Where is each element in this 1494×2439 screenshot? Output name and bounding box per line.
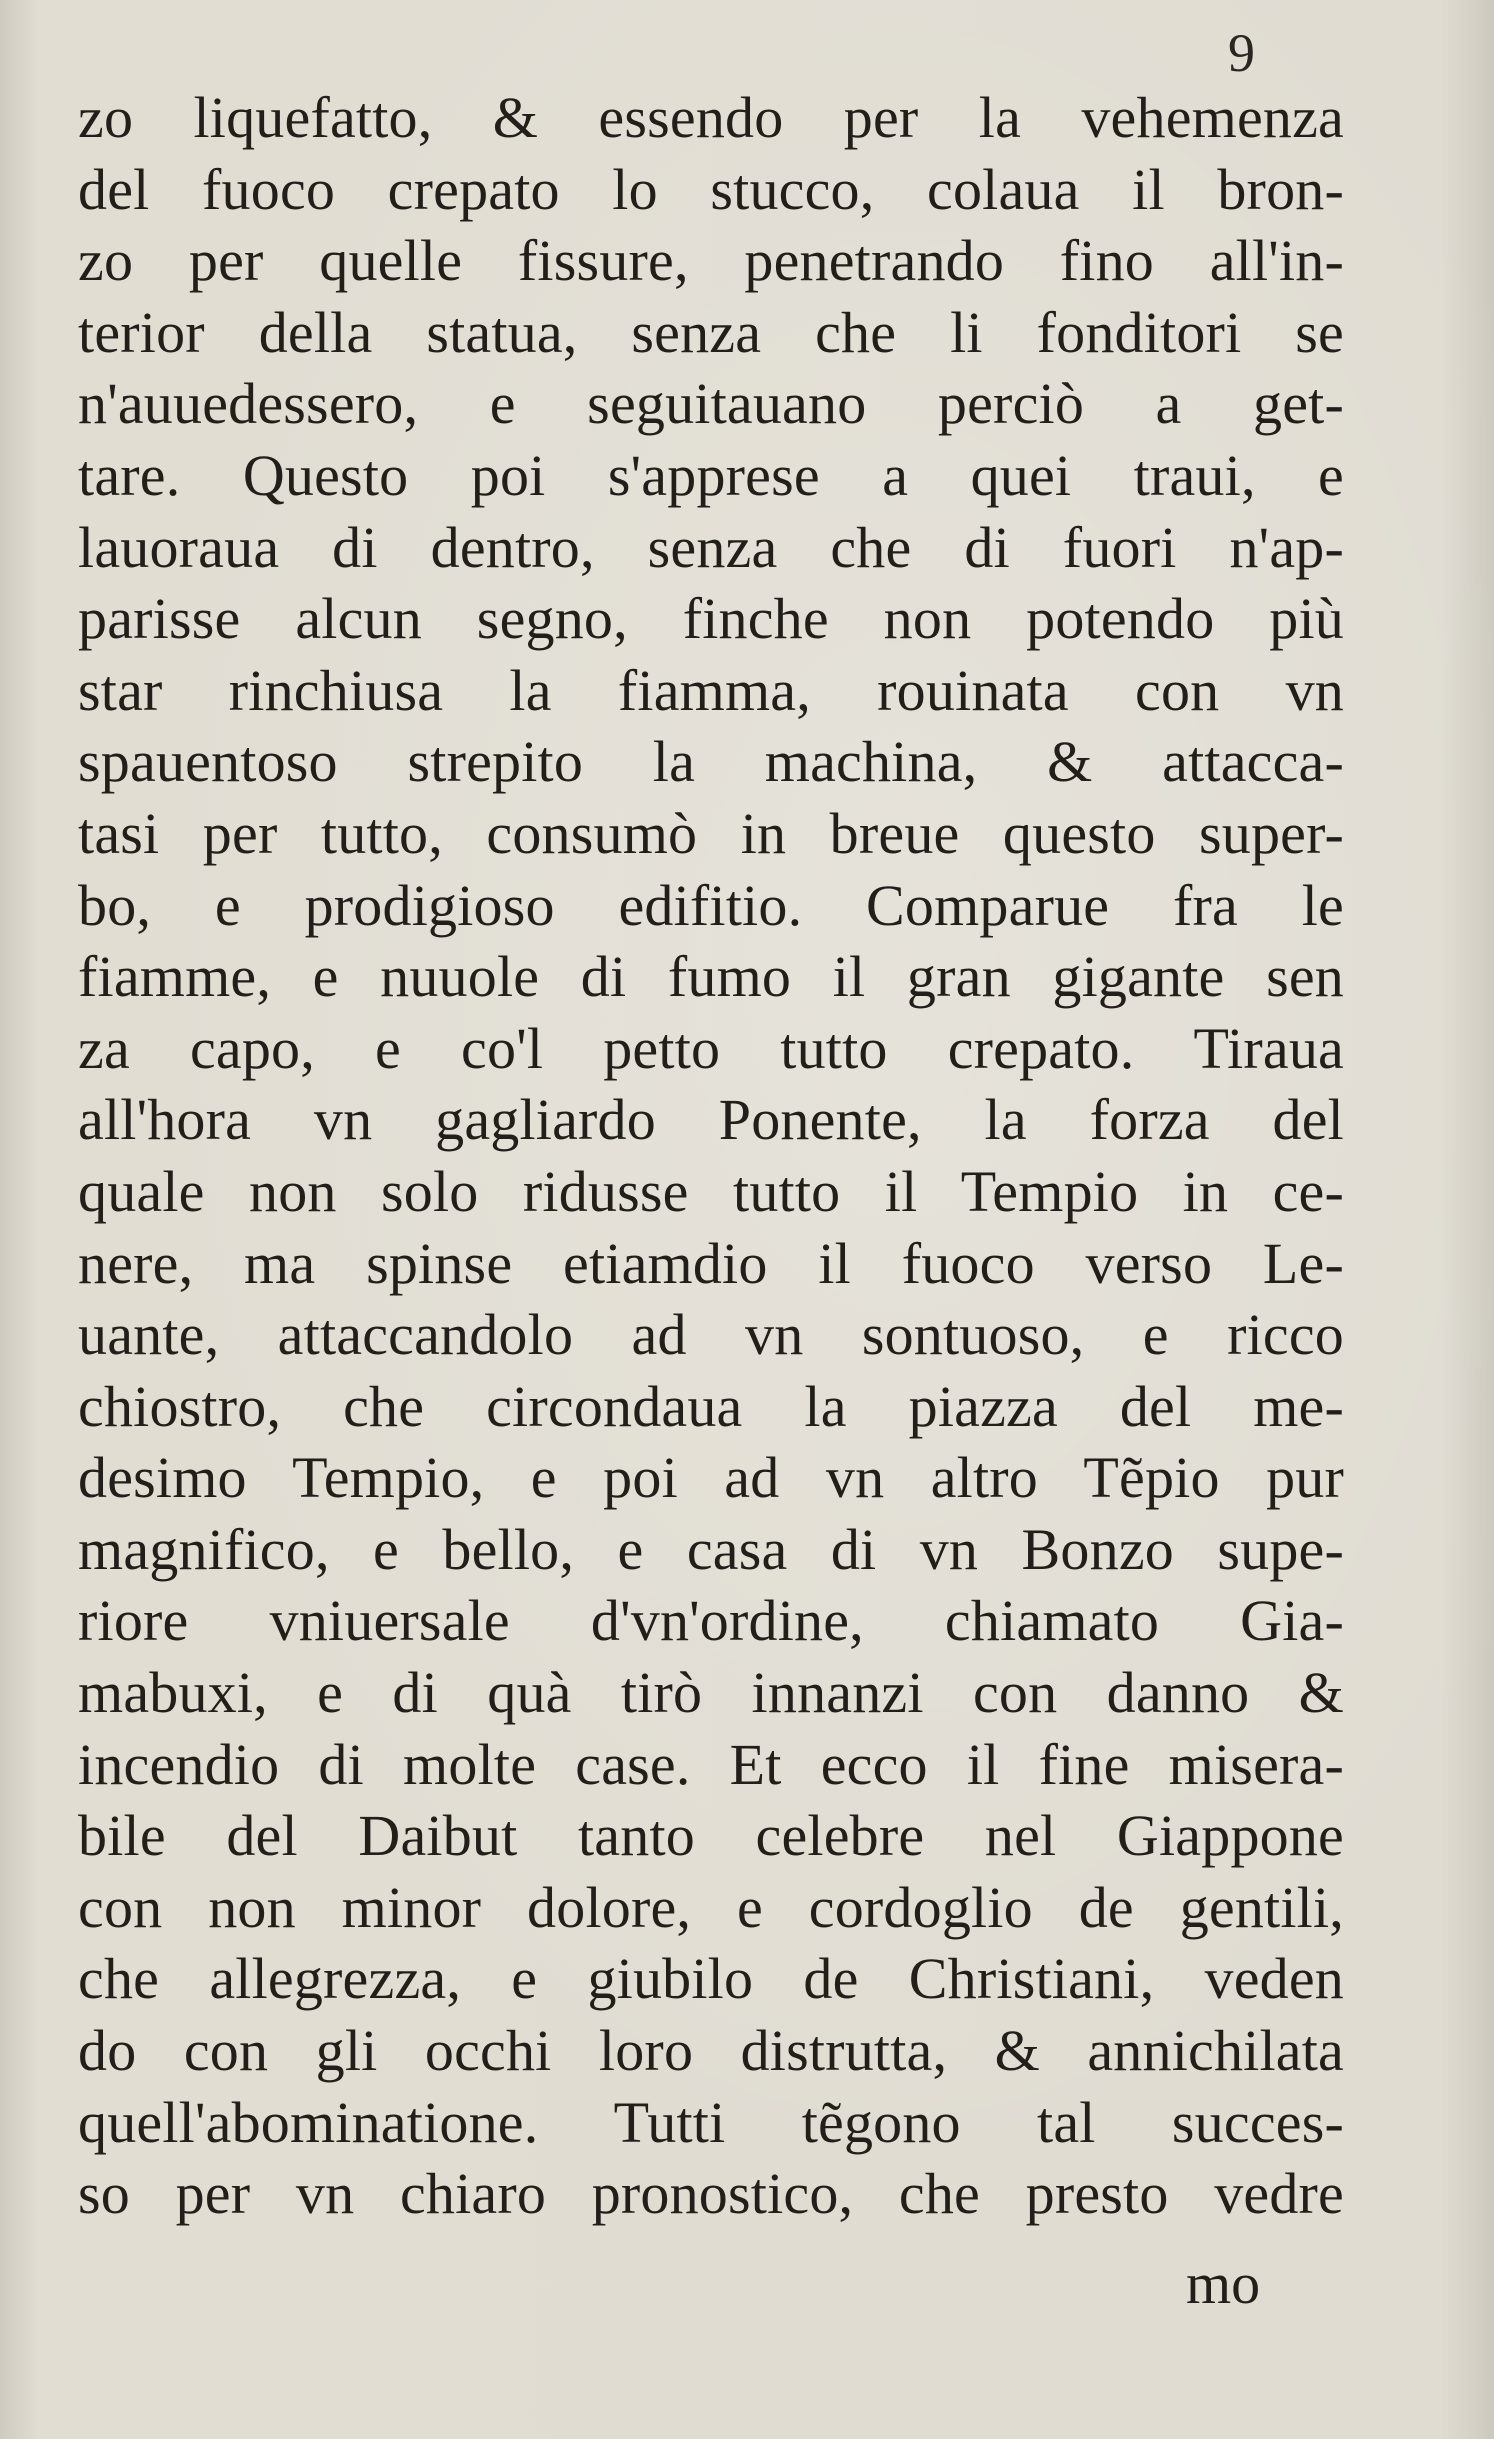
- text-line: zo per quelle fissure, penetrando fino all'in-: [78, 228, 1344, 294]
- text-line: quale non solo ridusse tutto il Tempio in ce-: [78, 1158, 1344, 1224]
- text-line: del fuoco crepato lo stucco, colaua il bron-: [78, 156, 1344, 222]
- text-line: za capo, e co'l petto tutto crepato. Tiraua: [78, 1015, 1344, 1081]
- text-line: do con gli occhi loro distrutta, & annichilata: [78, 2018, 1344, 2084]
- text-line: uante, attaccandolo ad vn sontuoso, e ricco: [78, 1302, 1344, 1368]
- text-line: con non minor dolore, e cordoglio de gentili,: [78, 1874, 1344, 1940]
- page-number: 9: [1228, 23, 1255, 83]
- text-line: n'auuedessero, e seguitauano perciò a get-: [78, 371, 1344, 437]
- text-line: all'hora vn gagliardo Ponente, la forza del: [78, 1087, 1344, 1153]
- text-line: tasi per tutto, consumò in breue questo super-: [78, 800, 1344, 866]
- text-line: fiamme, e nuuole di fumo il gran gigante sen: [78, 944, 1344, 1010]
- text-line: nere, ma spinse etiamdio il fuoco verso Le-: [78, 1230, 1344, 1296]
- text-line: lauoraua di dentro, senza che di fuori n'ap-: [78, 514, 1344, 580]
- text-line: magnifico, e bello, e casa di vn Bonzo supe-: [78, 1516, 1344, 1582]
- text-line: desimo Tempio, e poi ad vn altro Tẽpio pur: [78, 1445, 1344, 1511]
- text-line: parisse alcun segno, finche non potendo più: [78, 586, 1344, 652]
- body-text: [78, 82, 1344, 2230]
- text-line: terior della statua, senza che li fonditori se: [78, 299, 1344, 365]
- text-line: spauentoso strepito la machina, & attacca-: [78, 729, 1344, 795]
- text-line: so per vn chiaro pronostico, che presto vedre: [78, 2161, 1344, 2227]
- text-line: bile del Daibut tanto celebre nel Giappone: [78, 1803, 1344, 1869]
- text-line: star rinchiusa la fiamma, rouinata con vn: [78, 657, 1344, 723]
- text-line: zo liquefatto, & essendo per la vehemenza: [78, 85, 1344, 150]
- catchword: mo: [1186, 2251, 1261, 2316]
- text-line: mabuxi, e di quà tirò innanzi con danno &: [78, 1660, 1344, 1726]
- text-line: incendio di molte case. Et ecco il fine misera-: [78, 1731, 1344, 1797]
- text-line: quell'abominatione. Tutti tẽgono tal succes-: [78, 2089, 1344, 2155]
- text-line: riore vniuersale d'vn'ordine, chiamato Gia-: [78, 1588, 1344, 1654]
- text-line: che allegrezza, e giubilo de Christiani, veden: [78, 1946, 1344, 2012]
- text-line: chiostro, che circondaua la piazza del me-: [78, 1373, 1344, 1439]
- text-line: bo, e prodigioso edifitio. Comparue fra le: [78, 872, 1344, 938]
- text-line: tare. Questo poi s'apprese a quei traui, e: [78, 442, 1344, 508]
